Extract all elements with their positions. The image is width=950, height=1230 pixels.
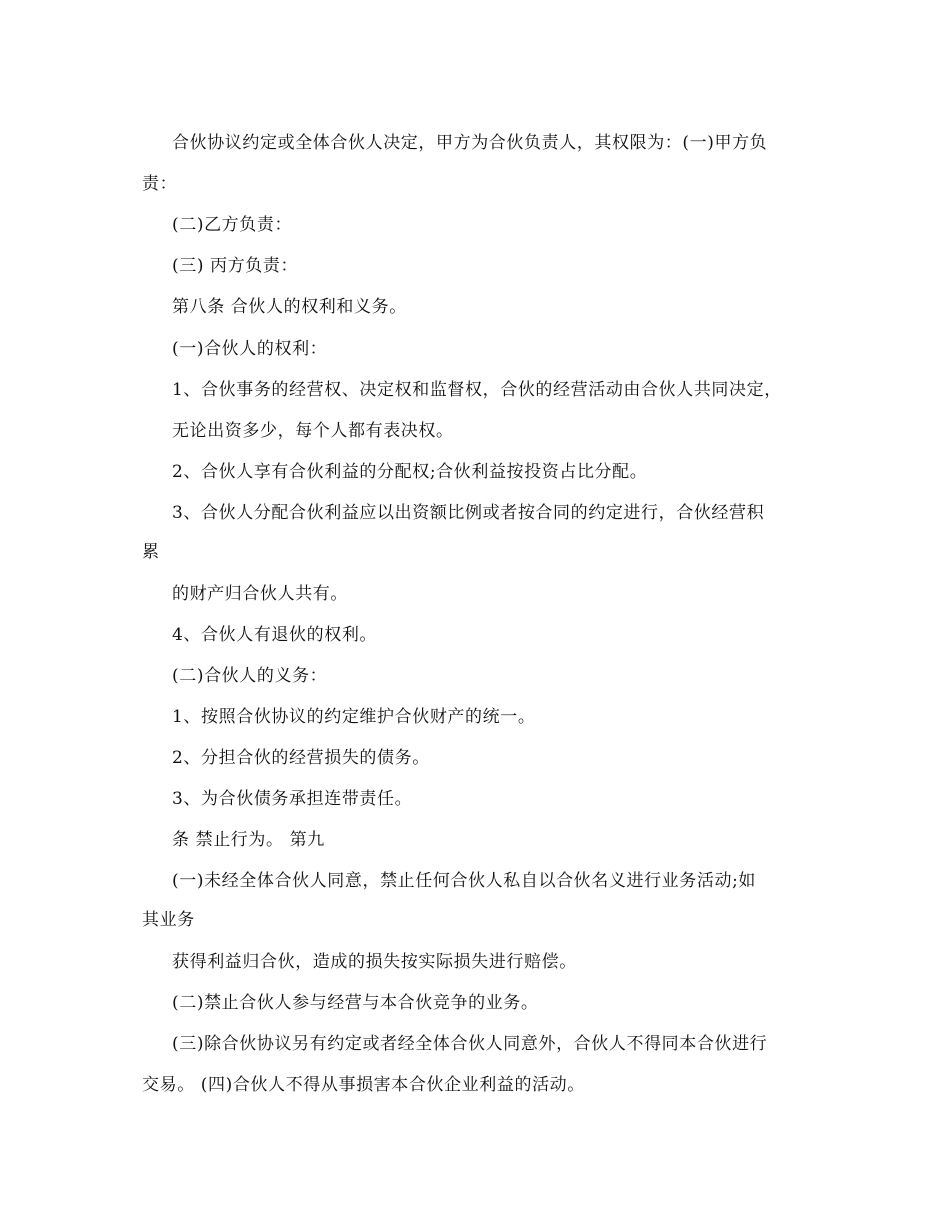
- text-line: (二)禁止合伙人参与经营与本合伙竞争的业务。: [172, 993, 539, 1013]
- text-line: 的财产归合伙人共有。: [172, 584, 348, 604]
- text-line: 无论出资多少，每个人都有表决权。: [172, 421, 454, 441]
- text-line: (一)合伙人的权利：: [172, 339, 328, 359]
- section-heading: 第八条 合伙人的权利和义务。: [172, 297, 407, 317]
- text-line: (二)合伙人的义务：: [172, 666, 328, 686]
- text-line: 2、合伙人享有合伙利益的分配权;合伙利益按投资占比分配。: [172, 462, 648, 482]
- text-line: (二)乙方负责：: [172, 215, 293, 235]
- text-line: 3、合伙人分配合伙利益应以出资额比例或者按合同的约定进行，合伙经营积: [172, 503, 765, 523]
- text-line: (一)未经全体合伙人同意，禁止任何合伙人私自以合伙名义进行业务活动;如: [172, 871, 756, 891]
- text-line: 获得利益归合伙，造成的损失按实际损失进行赔偿。: [172, 952, 577, 972]
- text-line: 交易。 (四)合伙人不得从事损害本合伙企业利益的活动。: [142, 1075, 585, 1095]
- text-line: 其业务: [142, 910, 195, 930]
- text-line: 3、为合伙债务承担连带责任。: [172, 789, 413, 809]
- text-line: 累: [142, 542, 160, 562]
- text-line: 1、按照合伙协议的约定维护合伙财产的统一。: [172, 707, 536, 727]
- text-line: 4、合伙人有退伙的权利。: [172, 625, 378, 645]
- text-line: 1、合伙事务的经营权、决定权和监督权，合伙的经营活动由合伙人共同决定，: [172, 380, 782, 400]
- text-line: (三) 丙方负责：: [172, 256, 299, 276]
- text-line: 2、分担合伙的经营损失的债务。: [172, 748, 430, 768]
- text-line: 责：: [142, 174, 178, 194]
- section-heading: 条 禁止行为。 第九: [172, 830, 325, 850]
- text-line: 合伙协议约定或全体合伙人决定，甲方为合伙负责人，其权限为：(一)甲方负: [172, 133, 768, 153]
- text-line: (三)除合伙协议另有约定或者经全体合伙人同意外，合伙人不得同本合伙进行: [172, 1034, 768, 1054]
